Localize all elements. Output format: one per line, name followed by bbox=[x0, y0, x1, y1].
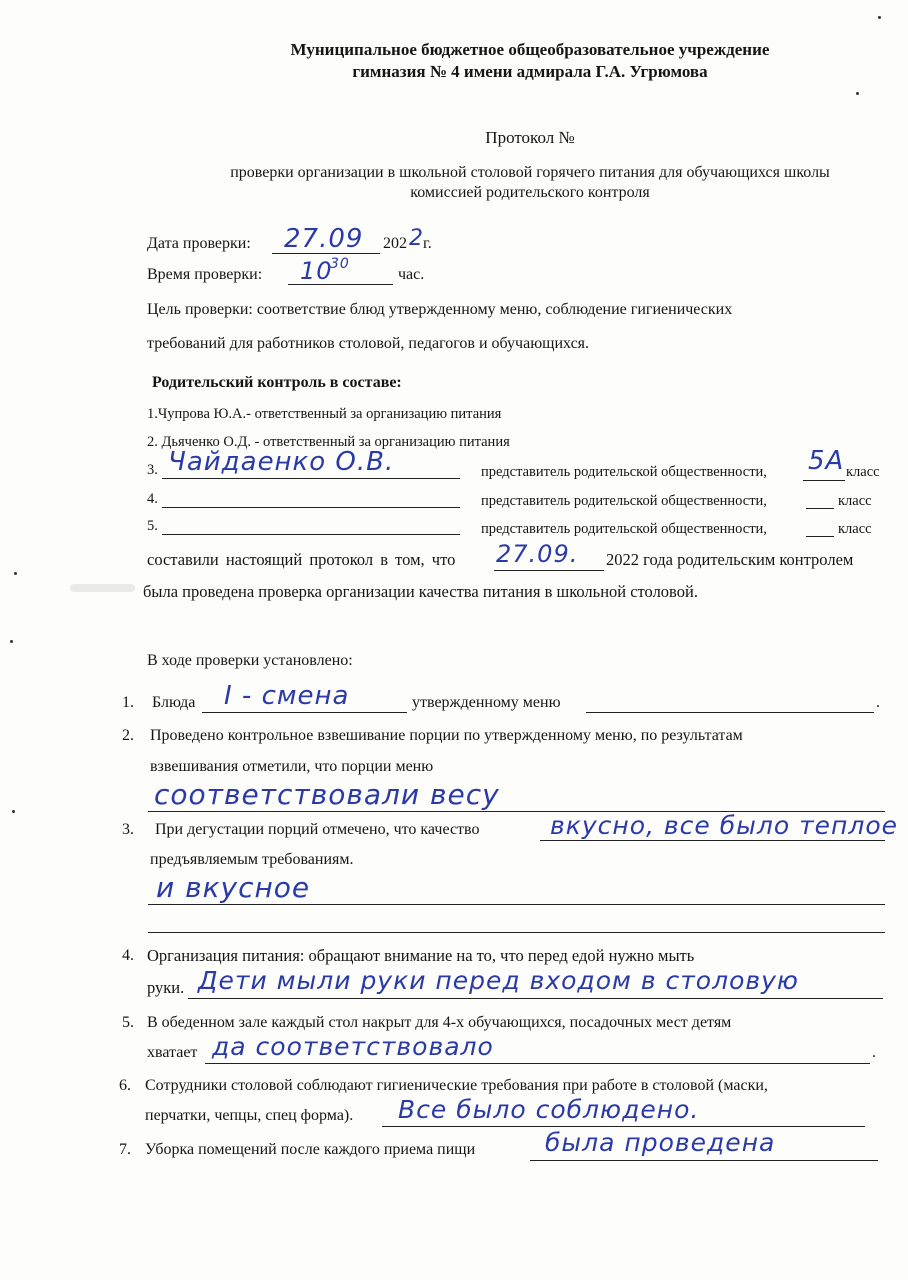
item-6-line bbox=[382, 1126, 865, 1127]
member-3-role: представитель родительской общественности, bbox=[481, 464, 767, 480]
member-5-class-label: класс bbox=[838, 521, 872, 537]
item-4-line bbox=[188, 998, 883, 999]
member-5-line bbox=[162, 534, 460, 535]
item-1-end: . bbox=[876, 694, 880, 711]
commission-heading: Родительский контроль в составе: bbox=[152, 374, 402, 391]
member-1: 1.Чупрова Ю.А.- ответственный за организацию питания bbox=[147, 406, 502, 422]
compiled-date: 27.09. bbox=[496, 540, 579, 568]
member-3-line bbox=[162, 478, 460, 479]
item-5-line-1: В обеденном зале каждый стол накрыт для 4-х обучающихся, посадочных мест детям bbox=[147, 1014, 732, 1031]
item-2-handwriting: соответствовали весу bbox=[154, 778, 500, 811]
member-5-role: представитель родительской общественности, bbox=[481, 521, 767, 537]
member-3-name: Чайдаенко О.В. bbox=[168, 447, 395, 477]
item-1-text-b: утвержденному меню bbox=[412, 694, 561, 711]
item-5-end: . bbox=[872, 1044, 876, 1061]
item-3-number: 3. bbox=[122, 821, 134, 838]
time-label: Время проверки: bbox=[147, 266, 263, 283]
item-5-handwriting: да соответствовало bbox=[212, 1032, 494, 1061]
item-5-line bbox=[205, 1063, 870, 1064]
item-6-handwriting: Все было соблюдено. bbox=[398, 1095, 700, 1124]
item-2-line-1: Проведено контрольное взвешивание порции по утвержденному меню, по результатам bbox=[150, 727, 743, 744]
item-2-line-2: взвешивания отметили, что порции меню bbox=[150, 758, 434, 775]
item-3-handwriting-2: и вкусное bbox=[156, 871, 311, 904]
item-4-line-1: Организация питания: обращают внимание на то, что перед едой нужно мыть bbox=[147, 946, 695, 965]
school-name-line2: гимназия № 4 имени адмирала Г.А. Угрюмова bbox=[352, 62, 708, 81]
item-6-number: 6. bbox=[119, 1077, 131, 1094]
item-1-line-b bbox=[586, 712, 874, 713]
compiled-line-2: была проведена проверка организации качества питания в школьной столовой. bbox=[143, 582, 698, 601]
year-prefix: 202 bbox=[383, 235, 407, 252]
member-5-number: 5. bbox=[147, 518, 158, 534]
item-3-text-a: При дегустации порций отмечено, что качество bbox=[155, 821, 480, 838]
goal-line-2: требований для работников столовой, педагогов и обучающихся. bbox=[147, 335, 590, 352]
item-2-number: 2. bbox=[122, 727, 134, 744]
scan-smudge bbox=[70, 584, 135, 592]
member-3-class-label: класс bbox=[846, 464, 880, 480]
scan-speck bbox=[856, 92, 859, 95]
year-suffix: 2 bbox=[409, 226, 424, 251]
member-3-class-line bbox=[803, 480, 845, 481]
compiled-suffix: 2022 года родительским контролем bbox=[606, 550, 854, 569]
protocol-title: Протокол № bbox=[485, 128, 575, 147]
member-2: 2. Дьяченко О.Д. - ответственный за организацию питания bbox=[147, 434, 510, 450]
member-4-role: представитель родительской общественности, bbox=[481, 493, 767, 509]
item-4-number: 4. bbox=[122, 947, 134, 964]
item-6-line-1: Сотрудники столовой соблюдают гигиенические требования при работе в столовой (маски, bbox=[145, 1077, 768, 1094]
date-label: Дата проверки: bbox=[147, 235, 251, 252]
item-1-text-a: Блюда bbox=[152, 694, 196, 711]
scan-speck bbox=[878, 16, 881, 19]
member-4-number: 4. bbox=[147, 491, 158, 507]
item-3-line-b bbox=[148, 904, 885, 905]
item-4-handwriting: Дети мыли руки перед входом в столовую bbox=[198, 966, 799, 995]
scan-speck bbox=[14, 572, 17, 575]
item-4-text-a: руки. bbox=[147, 978, 185, 997]
year-unit: г. bbox=[423, 235, 432, 252]
item-3-line-a bbox=[540, 840, 885, 841]
protocol-subtitle-2: комиссией родительского контроля bbox=[410, 184, 650, 201]
item-7-handwriting: была проведена bbox=[545, 1128, 776, 1157]
item-3-line-c bbox=[148, 932, 885, 933]
protocol-subtitle-1: проверки организации в школьной столовой горячего питания для обучающихся школы bbox=[230, 164, 830, 181]
compiled-prefix: составили настоящий протокол в том, что bbox=[147, 550, 456, 569]
member-3-number: 3. bbox=[147, 462, 158, 478]
item-1-handwriting: I - смена bbox=[224, 681, 350, 711]
school-name-line1: Муниципальное бюджетное общеобразовательное учреждение bbox=[290, 40, 770, 59]
item-7-text-a: Уборка помещений после каждого приема пищи bbox=[145, 1141, 476, 1158]
item-7-line bbox=[530, 1160, 878, 1161]
time-superscript: 30 bbox=[330, 256, 350, 272]
item-6-text-a: перчатки, чепцы, спец форма). bbox=[145, 1107, 354, 1124]
item-1-number: 1. bbox=[122, 694, 134, 711]
date-value: 27.09 bbox=[284, 224, 364, 254]
goal-line-1: Цель проверки: соответствие блюд утвержденному меню, соблюдение гигиенических bbox=[147, 301, 733, 318]
scan-speck bbox=[12, 810, 15, 813]
member-4-class-line bbox=[806, 508, 834, 509]
member-3-class: 5А bbox=[808, 446, 845, 476]
findings-heading: В ходе проверки установлено: bbox=[147, 652, 353, 669]
member-5-class-line bbox=[806, 536, 834, 537]
scan-speck bbox=[10, 640, 13, 643]
member-4-class-label: класс bbox=[838, 493, 872, 509]
time-unit: час. bbox=[398, 266, 425, 283]
compiled-date-line bbox=[494, 570, 604, 571]
item-1-line-a bbox=[202, 712, 407, 713]
time-value: 10 bbox=[300, 257, 333, 285]
member-4-line bbox=[162, 507, 460, 508]
item-3-handwriting-1: вкусно, все было теплое bbox=[550, 811, 899, 840]
item-3-line-2: предъявляемым требованиям. bbox=[150, 851, 354, 868]
item-5-text-a: хватает bbox=[147, 1044, 198, 1061]
item-5-number: 5. bbox=[122, 1014, 134, 1031]
item-7-number: 7. bbox=[119, 1141, 131, 1158]
